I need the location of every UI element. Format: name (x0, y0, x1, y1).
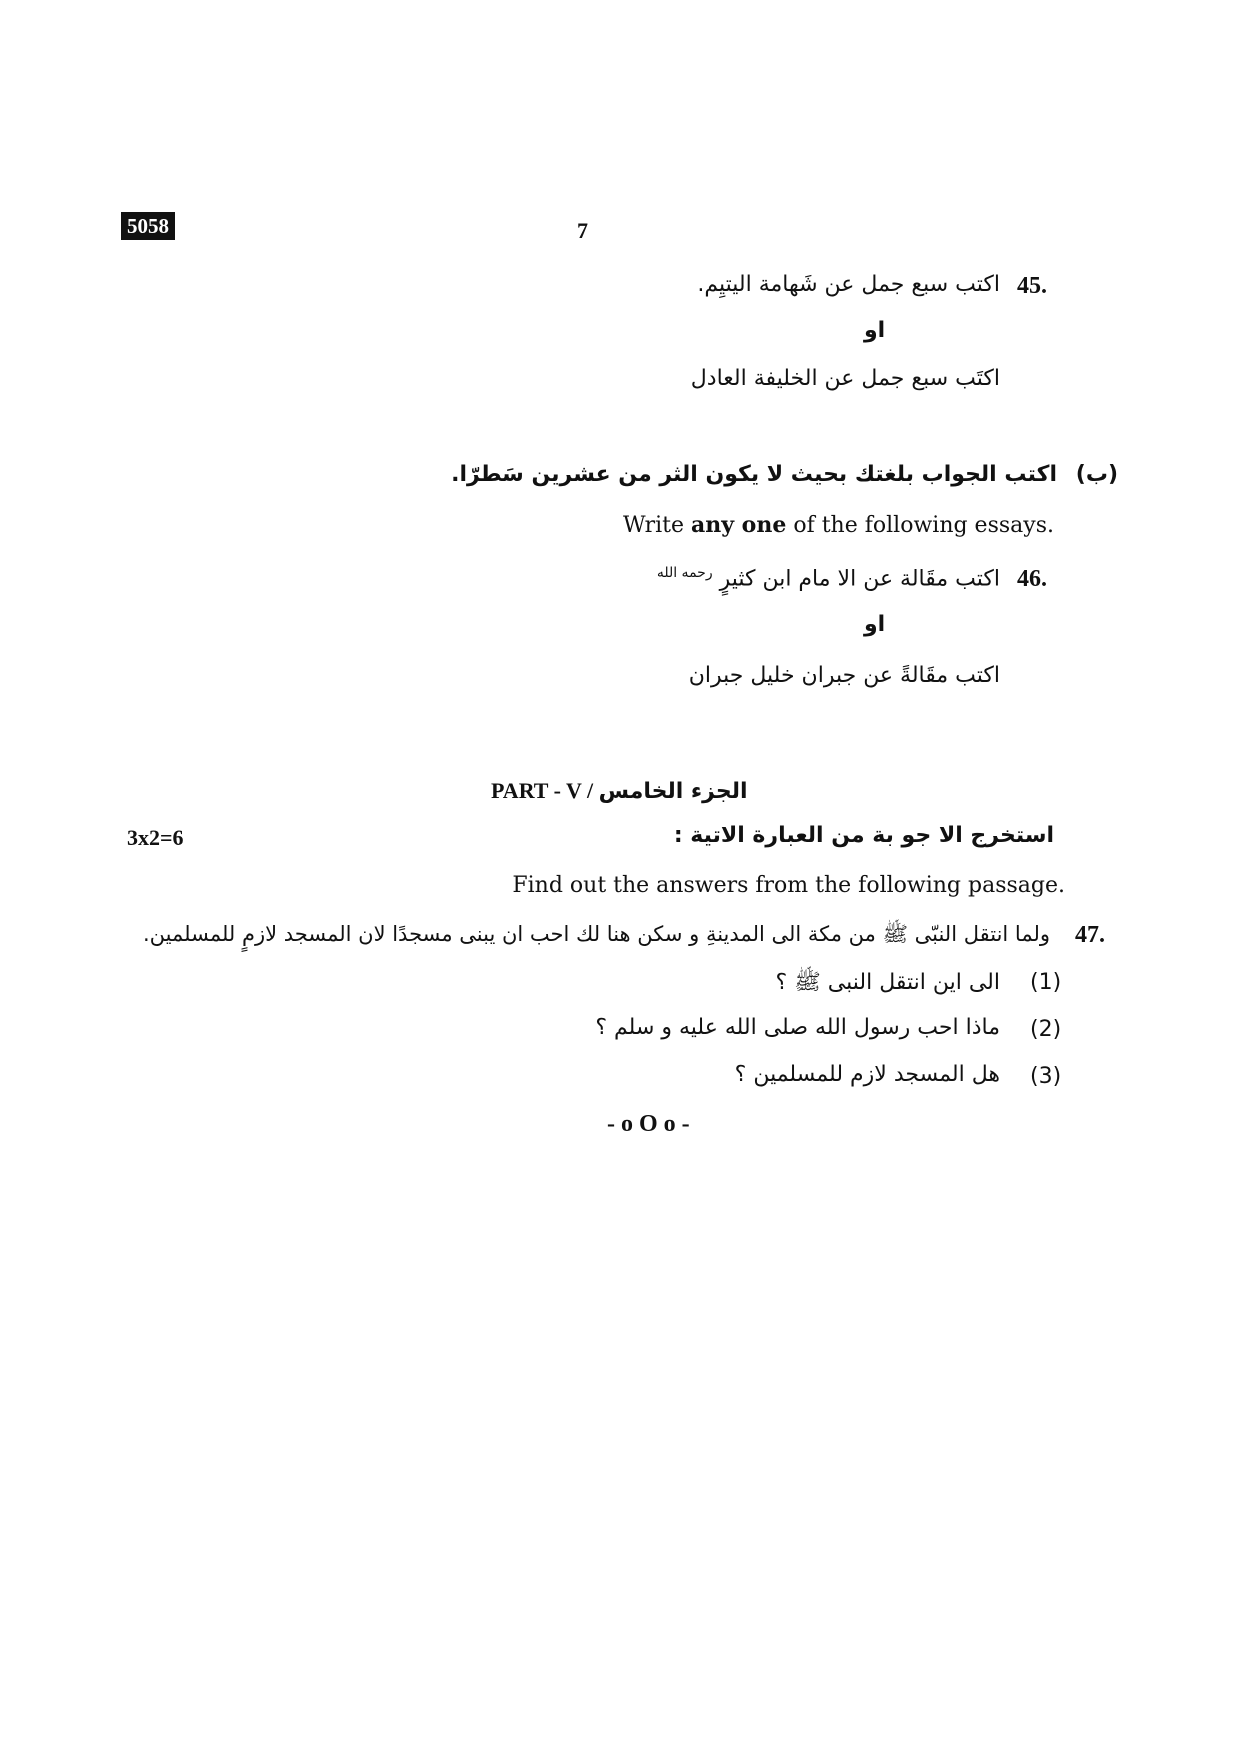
paper-code-badge: 5058 (121, 212, 175, 240)
sub-question-3-text: هل المسجد لازم للمسلمين ؟ (734, 1062, 1000, 1087)
part-5-title-ar: الجزء الخامس (598, 779, 748, 804)
question-45-number: 45. (1017, 273, 1047, 299)
part-5-instruction-ar: استخرج الا جو بة من العبارة الاتية : (673, 823, 1054, 848)
sub-question-1-text: الى اين انتقل النبى ﷺ ؟ (775, 970, 1000, 995)
sub-question-2-number: (2) (1030, 1017, 1062, 1042)
section-b-marker: (ب) (1075, 462, 1118, 487)
end-of-paper-mark: - o O o - (607, 1111, 690, 1137)
question-46-text: اكتب مقَالة عن الا مام ابن كثيرٍ $^{رحمه الله}$ (656, 565, 1000, 592)
question-45-text: اكتب سبع جمل عن شَهامة اليتيِم. (697, 272, 1000, 297)
question-45-alt-text: اكتَب سبع جمل عن الخليفة العادل (690, 366, 1000, 391)
question-46-honorific: رحمه الله (656, 565, 713, 581)
part-5-marks: 3x2=6 (127, 825, 184, 850)
sub-question-2-text: ماذا احب رسول الله صلى الله عليه و سلم ؟ (595, 1015, 1000, 1040)
part-5-title-en: PART - V / (491, 778, 594, 803)
part-5-instruction-en: Find out the answers from the following passage. (512, 873, 1065, 898)
sub-question-1-number: (1) (1030, 970, 1062, 995)
part-5-title (491, 778, 748, 804)
page-number: 7 (577, 218, 588, 243)
section-b-instruction-ar: اكتب الجواب بلغتك بحيث لا يكون الثر من عشرين سَطرّا. (451, 462, 1057, 487)
question-45-or: او (864, 318, 886, 343)
question-46-or: او (864, 612, 886, 637)
question-47-number: 47. (1075, 922, 1105, 948)
question-47-passage: ولما انتقل النبّى ﷺ من مكة الى المدينةِ و سكن هنا لك احب ان يبنى مسجدًا لان المسجد لازمٍ للمسلمين. (143, 922, 1050, 946)
question-46-alt-text: اكتب مقَالةً عن جبران خليل جبران (688, 663, 1000, 688)
sub-question-3-number: (3) (1030, 1064, 1062, 1089)
question-46-number: 46. (1017, 566, 1047, 592)
section-b-instruction-en: Write any one of the following essays. (622, 512, 1054, 538)
